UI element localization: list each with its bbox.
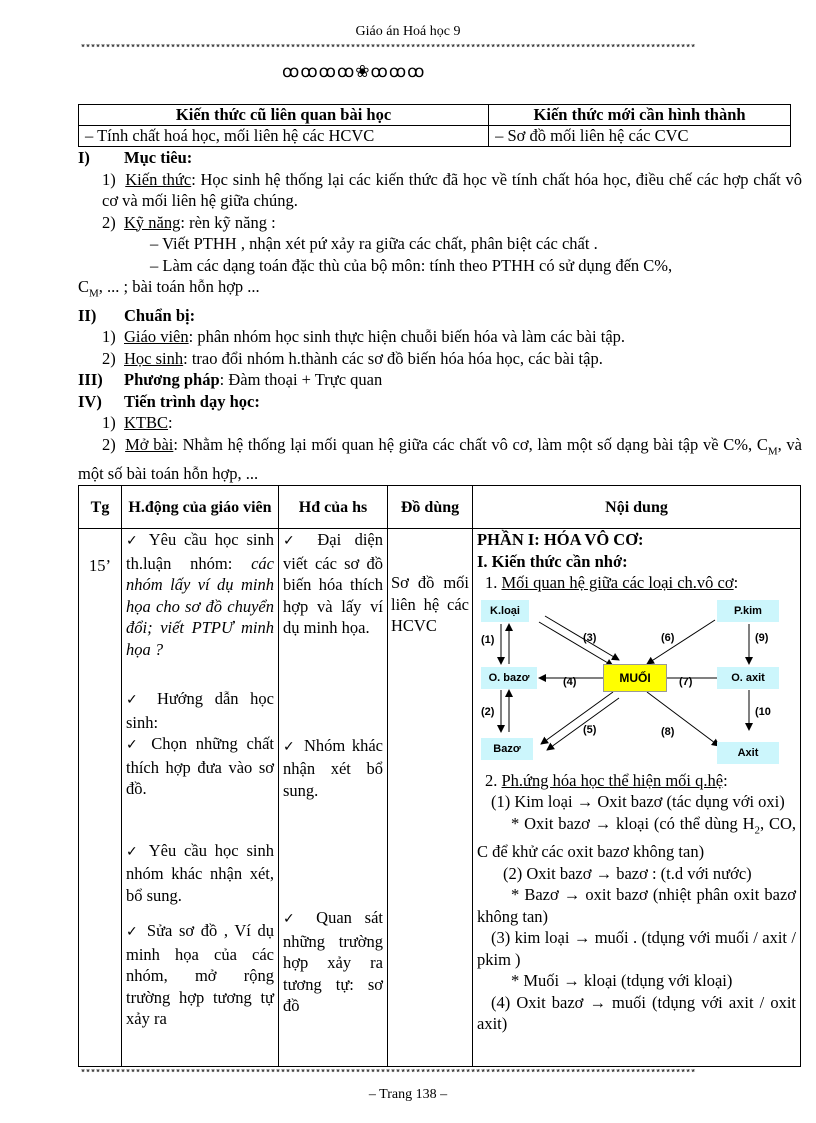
- time-cell: 15’: [79, 529, 122, 1067]
- page-number: – Trang 138 –: [368, 1087, 448, 1102]
- check-icon: ✓: [126, 924, 141, 941]
- check-icon: ✓: [283, 738, 298, 755]
- reaction-line: (1) Kim loại → Oxit bazơ (tác dụng với oxi): [491, 792, 785, 812]
- process-intro: 2) Mở bài: Nhằm hệ thống lại mối quan hệ giữa các chất vô cơ, làm một số dạng bài tập về C%, $C_M$, và một số bài toán hỗn hợp, ...: [78, 434, 802, 483]
- check-icon: ✓: [126, 737, 143, 754]
- new-knowledge-header: Kiến thức mới cần hình thành: [489, 105, 791, 126]
- reaction-line: (2) Oxit bazơ → bazơ : (t.d với nước): [503, 863, 752, 883]
- section-title: I. Kiến thức cần nhớ:: [477, 551, 628, 571]
- skill-item: – Viết PTHH , nhận xét pứ xảy ra giữa các chất, phân biệt các chất .: [150, 234, 598, 253]
- node-kim-loai: K.loại: [481, 600, 529, 622]
- new-knowledge-cell: – Sơ đồ mối liên hệ các CVC: [489, 126, 791, 147]
- student-step: ✓ Đại diện viết các sơ đồ biến hóa thích hợp và lấy ví dụ minh họa.: [283, 530, 384, 638]
- preparation-student: 2) Học sinh: trao đổi nhóm h.thành các sơ đồ biến hóa hóa học, các bài tập.: [102, 348, 603, 368]
- reaction-label: (7): [679, 675, 693, 688]
- check-icon: ✓: [283, 911, 304, 928]
- node-phi-kim: P.kim: [717, 600, 779, 622]
- check-icon: ✓: [126, 533, 142, 550]
- reaction-label: (2): [481, 705, 495, 718]
- ornament-divider: ꝏꝏꝏꝏ❀ꝏꝏꝏ: [282, 62, 426, 81]
- col-header-content: Nội dung: [473, 486, 801, 529]
- objectives-heading: I) Mục tiêu:: [78, 148, 193, 167]
- lesson-plan-table: [78, 485, 801, 1067]
- check-icon: ✓: [283, 533, 304, 550]
- reaction-line: * Muối → kloại (tdụng với kloại): [511, 971, 733, 991]
- part-title: PHẦN I: HÓA VÔ CƠ:: [477, 530, 644, 550]
- student-step: ✓ Quan sát những trường hợp xảy ra tương tự: sơ đồ: [283, 908, 384, 1016]
- objective-knowledge: 1) Kiến thức: Học sinh hệ thống lại các kiến thức đã học về tính chất hóa học, điều chế các hợp chất vô cơ và mối liên hệ giữa chúng.: [102, 169, 802, 210]
- preparation-heading: II) Chuẩn bị:: [78, 305, 196, 325]
- teacher-step: ✓ Yêu cầu học sinh th.luận nhóm: các nhóm lấy ví dụ minh họa cho sơ đồ chuyển đổi; viết PTPƯ minh họa ?: [126, 530, 274, 659]
- skill-item: – Làm các dạng toán đặc thù của bộ môn: tính theo PTHH có sử dụng đến C%,: [150, 255, 673, 275]
- teacher-activity-cell: [122, 529, 279, 1067]
- reaction-label: (6): [661, 631, 675, 644]
- reaction-line: (4) Oxit bazơ → muối (tdụng với axit / oxit axit): [477, 992, 796, 1034]
- knowledge-table: [78, 104, 791, 147]
- reaction-line: * Bazơ → oxit bazơ (nhiệt phân oxit bazơ không tan): [477, 885, 796, 926]
- method-line: III) Phương pháp: Đàm thoại + Trực quan: [78, 370, 383, 390]
- page-header-title: Giáo án Hoá học 9: [355, 24, 461, 39]
- tools-text: Sơ đồ mối liên hệ các HCVC: [391, 573, 469, 636]
- reaction-label: (10: [755, 705, 771, 718]
- reaction-line: (3) kim loại → muối . (tdụng với muối / axit / pkim ): [477, 928, 796, 969]
- node-oxit-axit: O. axit: [717, 667, 779, 689]
- check-icon: ✓: [126, 843, 142, 860]
- content-item-1: 1. Mối quan hệ giữa các loại ch.vô cơ:: [485, 573, 739, 593]
- objective-skills: 2) Kỹ năng: rèn kỹ năng :: [102, 212, 276, 232]
- reaction-label: (4): [563, 675, 577, 688]
- skill-item-continued: $C_M$, ... ; bài toán hỗn hợp ...: [78, 277, 260, 300]
- old-knowledge-cell: – Tính chất hoá học, mối liên hệ các HCVC: [79, 126, 489, 147]
- col-header-student: Hđ của hs: [279, 486, 388, 529]
- teacher-step: ✓ Chọn những chất thích hợp đưa vào sơ đồ.: [126, 734, 274, 799]
- old-knowledge-header: Kiến thức cũ liên quan bài học: [79, 105, 489, 126]
- footer-star-divider: ***************************************************************************************************************************: [80, 1069, 696, 1080]
- col-header-tools: Đồ dùng: [388, 486, 473, 529]
- content-item-2: 2. Ph.ứng hóa học thể hiện mối q.hệ:: [485, 770, 728, 790]
- col-header-time: Tg: [79, 486, 122, 529]
- teacher-step: ✓ Hướng dẫn học sinh:: [126, 689, 275, 732]
- process-ktbc: 1) KTBC:: [102, 413, 173, 433]
- node-bazo: Bazơ: [481, 738, 533, 760]
- reaction-label: (8): [661, 725, 675, 738]
- check-icon: ✓: [126, 692, 146, 709]
- student-step: ✓ Nhóm khác nhận xét bổ sung.: [283, 735, 384, 800]
- node-axit: Axit: [717, 742, 779, 764]
- reaction-label: (3): [583, 631, 597, 644]
- teacher-step: ✓ Sửa sơ đồ , Ví dụ minh họa của các nhóm, mở rộng trường hợp tương tự xảy ra: [126, 921, 274, 1029]
- chemistry-relationship-diagram: [479, 598, 779, 768]
- node-muoi: MUỐI: [603, 664, 667, 692]
- lesson-content: [78, 104, 802, 1067]
- preparation-teacher: 1) Giáo viên: phân nhóm học sinh thực hiện chuỗi biến hóa và làm các bài tập.: [102, 327, 626, 347]
- header-star-divider: ***************************************************************************************************************************: [80, 44, 696, 55]
- process-heading: IV) Tiến trình dạy học:: [78, 391, 260, 411]
- student-activity-cell: [279, 529, 388, 1067]
- reaction-label: (1): [481, 633, 495, 646]
- tools-cell: [388, 529, 473, 1067]
- teacher-step: ✓ Yêu cầu học sinh nhóm khác nhận xét, bổ sung.: [126, 840, 274, 905]
- reaction-line: * Oxit bazơ → kloại (có thể dùng $H_2$, CO, C để khử các oxit bazơ không tan): [477, 813, 797, 862]
- node-oxit-bazo: O. bazơ: [481, 667, 537, 689]
- col-header-teacher: H.động của giáo viên: [122, 486, 279, 529]
- reaction-label: (5): [583, 723, 597, 736]
- content-cell: [473, 529, 801, 1067]
- reaction-label: (9): [755, 631, 769, 644]
